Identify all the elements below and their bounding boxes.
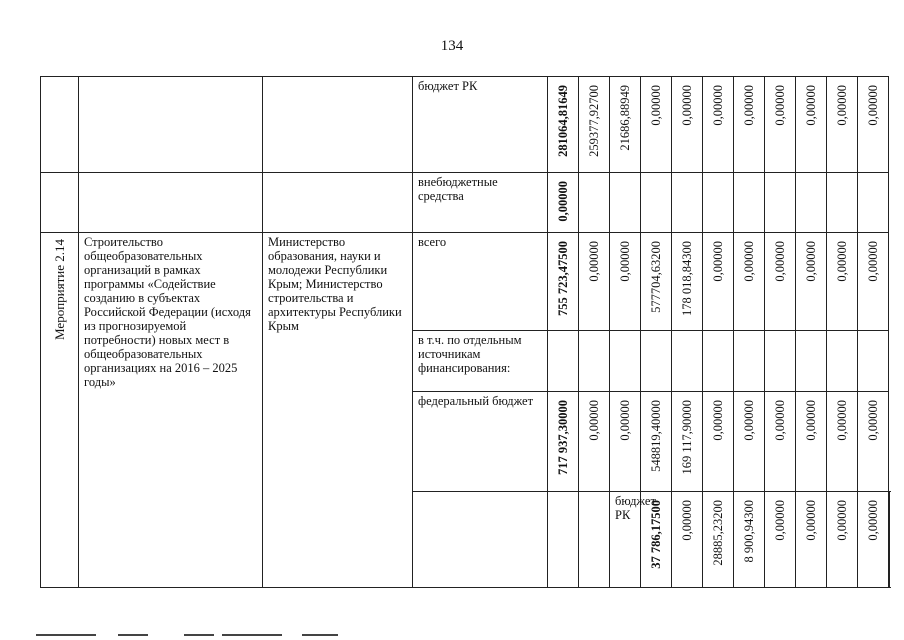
- value-cell: 259377,92700: [579, 77, 610, 173]
- funding-source: бюджет РК: [610, 491, 641, 587]
- value-cell: 0,00000: [796, 491, 827, 587]
- value-cell: [703, 173, 734, 233]
- value-cell: 281064,81649: [548, 77, 579, 173]
- value-cell: 21686,88949: [610, 77, 641, 173]
- value-cell: 577704,63200: [641, 233, 672, 331]
- empty-cell: [41, 173, 79, 233]
- value-cell: 0,00000: [827, 233, 858, 331]
- value-cell: [765, 331, 796, 391]
- funding-source: федеральный бюджет: [413, 391, 548, 491]
- value-cell: [641, 173, 672, 233]
- empty-cell: [548, 491, 579, 587]
- table-row: [41, 173, 890, 233]
- value-cell: 0,00000: [827, 491, 858, 587]
- measure-name: Строительство общеобразовательных организаций в рамках программы «Содействие созданию в субъектах Российской Федерации (исходя из прогнозируемой потребности) новых мест в общеобразовательных организациях на 2016 – 2025 годы»: [79, 233, 263, 588]
- value-cell: [641, 331, 672, 391]
- funding-source: в т.ч. по отдельным источникам финансирования:: [413, 331, 548, 391]
- value-cell: 0,00000: [765, 233, 796, 331]
- table-row: [41, 77, 890, 173]
- value-cell: 0,00000: [610, 391, 641, 491]
- value-cell: [858, 173, 889, 233]
- value-cell: 0,00000: [796, 233, 827, 331]
- value-cell: 0,00000: [796, 77, 827, 173]
- funding-source: внебюджетные средства: [413, 173, 548, 233]
- value-cell: [672, 173, 703, 233]
- value-cell: [548, 331, 579, 391]
- value-cell: 0,00000: [858, 77, 889, 173]
- value-cell: 0,00000: [858, 391, 889, 491]
- value-cell: 0,00000: [827, 391, 858, 491]
- empty-cell: [413, 491, 548, 587]
- value-cell: 0,00000: [765, 77, 796, 173]
- empty-cell: [263, 77, 413, 173]
- page-number: 134: [440, 38, 464, 54]
- value-cell: 0,00000: [703, 77, 734, 173]
- value-cell: 0,00000: [641, 77, 672, 173]
- value-cell: 548819,40000: [641, 391, 672, 491]
- value-cell: 0,00000: [734, 233, 765, 331]
- value-cell: [734, 331, 765, 391]
- value-cell: 0,00000: [796, 391, 827, 491]
- value-cell: 755 723,47500: [548, 233, 579, 331]
- value-cell: 0,00000: [548, 173, 579, 233]
- value-cell: 0,00000: [672, 491, 703, 587]
- responsible-executor: Министерство образования, науки и молодежи Республики Крым; Министерство строительства и архитектуры Республики Крым: [263, 233, 413, 588]
- value-cell: [610, 173, 641, 233]
- empty-cell: [79, 173, 263, 233]
- value-cell: 0,00000: [827, 77, 858, 173]
- value-cell: 0,00000: [765, 391, 796, 491]
- value-cell: 0,00000: [672, 77, 703, 173]
- table-row: [41, 233, 890, 331]
- value-cell: [610, 331, 641, 391]
- funding-source: бюджет РК: [413, 77, 548, 173]
- budget-table: [40, 76, 890, 588]
- value-cell: 37 786,17500: [641, 491, 672, 587]
- value-cell: 0,00000: [858, 491, 889, 587]
- value-cell: 0,00000: [734, 77, 765, 173]
- value-cell: [827, 331, 858, 391]
- funding-source: всего: [413, 233, 548, 331]
- value-cell: 0,00000: [858, 233, 889, 331]
- measure-label: Мероприятие 2.14: [41, 233, 79, 588]
- value-cell: 0,00000: [765, 491, 796, 587]
- value-cell: 0,00000: [579, 391, 610, 491]
- value-cell: [796, 173, 827, 233]
- value-cell: 0,00000: [734, 391, 765, 491]
- empty-cell: [579, 491, 610, 587]
- empty-cell: [79, 77, 263, 173]
- value-cell: [579, 331, 610, 391]
- empty-cell: [41, 77, 79, 173]
- value-cell: [765, 173, 796, 233]
- value-cell: [734, 173, 765, 233]
- value-cell: [796, 331, 827, 391]
- value-cell: 178 018,84300: [672, 233, 703, 331]
- value-cell: 8 900,94300: [734, 491, 765, 587]
- value-cell: [858, 331, 889, 391]
- value-cell: 169 117,90000: [672, 391, 703, 491]
- value-cell: [703, 331, 734, 391]
- value-cell: 28885,23200: [703, 491, 734, 587]
- value-cell: 717 937,30000: [548, 391, 579, 491]
- empty-cell: [263, 173, 413, 233]
- footer-rule: [36, 634, 356, 638]
- value-cell: [672, 331, 703, 391]
- value-cell: 0,00000: [703, 391, 734, 491]
- value-cell: [827, 173, 858, 233]
- value-cell: [579, 173, 610, 233]
- value-cell: 0,00000: [610, 233, 641, 331]
- value-cell: 0,00000: [703, 233, 734, 331]
- value-cell: 0,00000: [579, 233, 610, 331]
